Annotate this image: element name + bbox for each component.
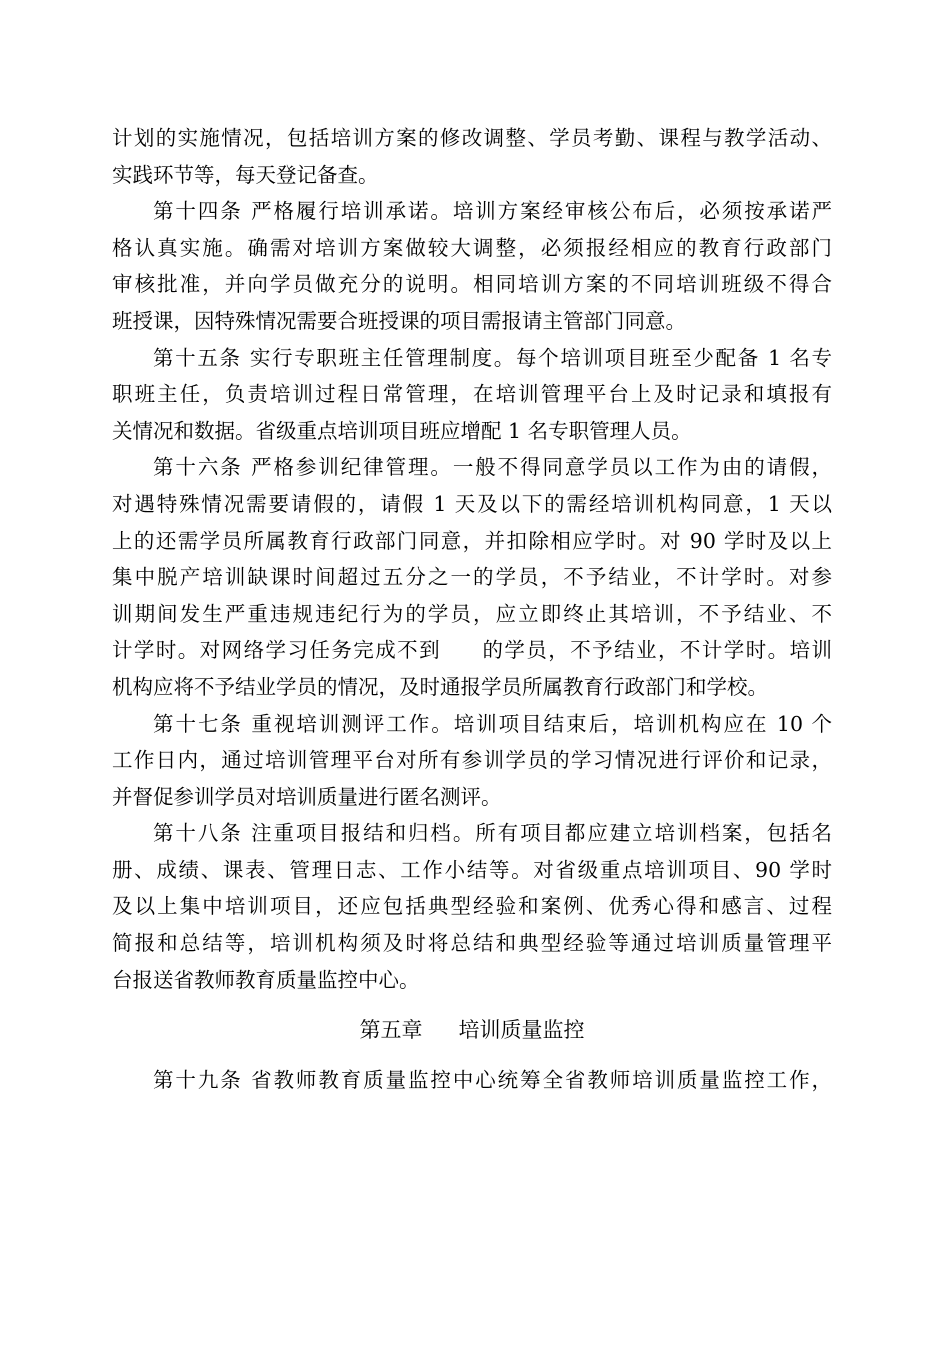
text-line: 实践环节等，每天登记备查。 xyxy=(112,162,379,187)
text-line: 第十九条 省教师教育质量监控中心统筹全省教师培训质量监控工作， xyxy=(153,1068,832,1093)
text-segment: 计学时。对网络学习任务完成不到 xyxy=(112,638,442,663)
text-line: 册、成绩、课表、管理日志、工作小结等。对省级重点培训项目、90 学时 xyxy=(112,857,832,882)
chapter-heading xyxy=(112,1012,832,1048)
text-line: 第十五条 实行专职班主任管理制度。每个培训项目班至少配备 1 名专 xyxy=(153,345,832,370)
text-line: 上的还需学员所属教育行政部门同意，并扣除相应学时。对 90 学时及以上 xyxy=(112,528,832,553)
text-line: 训期间发生严重违规违纪行为的学员，应立即终止其培训，不予结业、不 xyxy=(112,601,832,626)
article-16 xyxy=(112,449,832,705)
text-line: 第十七条 重视培训测评工作。培训项目结束后，培训机构应在 10 个 xyxy=(153,711,832,736)
text-line: 工作日内，通过培训管理平台对所有参训学员的学习情况进行评价和记录， xyxy=(112,748,832,773)
text-line: 第十六条 严格参训纪律管理。一般不得同意学员以工作为由的请假， xyxy=(153,455,832,480)
paragraph-continuation xyxy=(112,120,832,193)
article-17 xyxy=(112,706,832,816)
text-line: 机构应将不予结业学员的情况，及时通报学员所属教育行政部门和学校。 xyxy=(112,674,768,699)
text-line: 第十四条 严格履行培训承诺。培训方案经审核公布后，必须按承诺严 xyxy=(153,199,832,224)
text-line xyxy=(112,632,832,669)
text-segment: 的学员，不予结业，不计学时。培训 xyxy=(481,638,832,663)
text-line: 对遇特殊情况需要请假的，请假 1 天及以下的需经培训机构同意，1 天以 xyxy=(112,491,832,516)
text-line: 第十八条 注重项目报结和归档。所有项目都应建立培训档案，包括名 xyxy=(153,821,832,846)
text-line: 并督促参训学员对培训质量进行匿名测评。 xyxy=(112,784,502,809)
text-line: 班授课，因特殊情况需要合班授课的项目需报请主管部门同意。 xyxy=(112,308,686,333)
text-line: 关情况和数据。省级重点培训项目班应增配 1 名专职管理人员。 xyxy=(112,418,692,443)
article-14 xyxy=(112,193,832,339)
text-line: 简报和总结等，培训机构须及时将总结和典型经验等通过培训质量管理平 xyxy=(112,931,832,956)
chapter-title: 培训质量监控 xyxy=(458,1018,585,1043)
article-15 xyxy=(112,340,832,450)
text-line: 及以上集中培训项目，还应包括典型经验和案例、优秀心得和感言、过程 xyxy=(112,894,832,919)
chapter-number: 第五章 xyxy=(359,1018,423,1043)
text-line: 集中脱产培训缺课时间超过五分之一的学员，不予结业，不计学时。对参 xyxy=(112,565,832,590)
text-line: 审核批准，并向学员做充分的说明。相同培训方案的不同培训班级不得合 xyxy=(112,272,832,297)
text-line: 计划的实施情况，包括培训方案的修改调整、学员考勤、课程与教学活动、 xyxy=(112,126,832,150)
text-line: 台报送省教师教育质量监控中心。 xyxy=(112,967,420,992)
article-18 xyxy=(112,815,832,998)
document-page xyxy=(112,120,832,1099)
text-line: 格认真实施。确需对培训方案做较大调整，必须报经相应的教育行政部门 xyxy=(112,235,832,260)
text-line: 职班主任，负责培训过程日常管理，在培训管理平台上及时记录和填报有 xyxy=(112,382,832,407)
article-19 xyxy=(112,1062,832,1099)
